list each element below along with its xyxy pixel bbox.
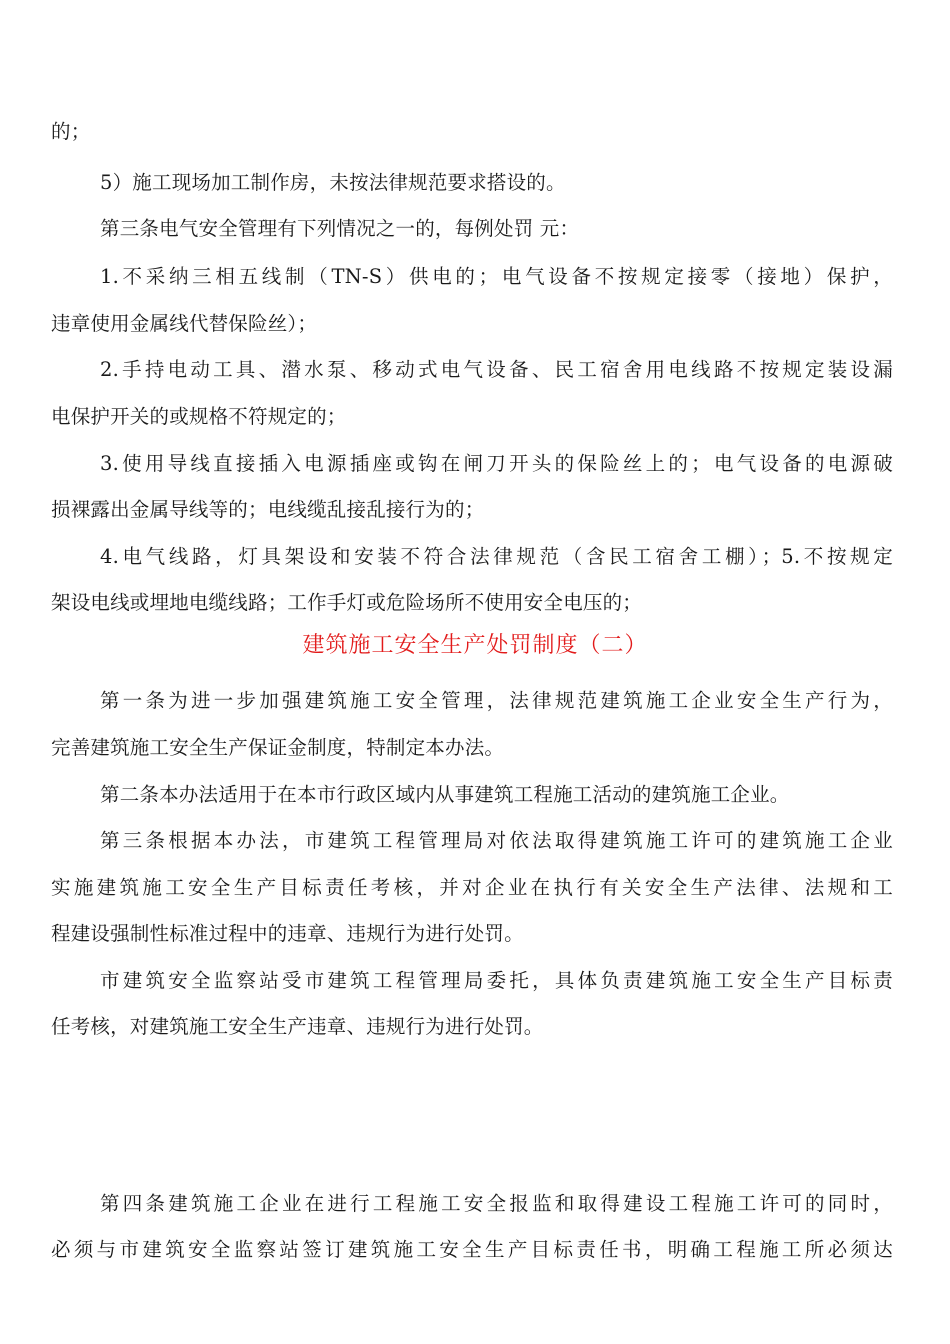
- paragraph-line: 1.不采纳三相五线制（TN-S）供电的；电气设备不按规定接零（接地）保护，: [100, 265, 893, 288]
- paragraph-line: 第一条为进一步加强建筑施工安全管理，法律规范建筑施工企业安全生产行为，: [100, 689, 893, 712]
- paragraph-line: 电保护开关的或规格不符规定的；: [51, 405, 347, 428]
- paragraph-line: 4.电气线路，灯具架设和安装不符合法律规范（含民工宿舍工棚）；5.不按规定: [100, 545, 893, 568]
- paragraph-line: 第二条本办法适用于在本市行政区域内从事建筑工程施工活动的建筑施工企业。: [100, 783, 790, 806]
- paragraph-line: 第四条建筑施工企业在进行工程施工安全报监和取得建设工程施工许可的同时，: [100, 1192, 893, 1215]
- paragraph-line: 5）施工现场加工制作房，未按法律规范要求搭设的。: [100, 171, 566, 194]
- section-title: 建筑施工安全生产处罚制度（二）: [302, 633, 648, 658]
- paragraph-line: 违章使用金属线代替保险丝）；: [51, 312, 318, 335]
- paragraph-line: 必须与市建筑安全监察站签订建筑施工安全生产目标责任书，明确工程施工所必须达: [51, 1238, 893, 1261]
- paragraph-line: 损裸露出金属导线等的；电线缆乱接乱接行为的；: [51, 498, 485, 521]
- paragraph-line: 第三条根据本办法，市建筑工程管理局对依法取得建筑施工许可的建筑施工企业: [100, 829, 893, 852]
- paragraph-line: 程建设强制性标准过程中的违章、违规行为进行处罚。: [51, 922, 524, 945]
- paragraph-line: 架设电线或埋地电缆线路；工作手灯或危险场所不使用安全电压的；: [51, 591, 643, 614]
- paragraph-line: 任考核，对建筑施工安全生产违章、违规行为进行处罚。: [51, 1015, 544, 1038]
- paragraph-line: 2.手持电动工具、潜水泵、移动式电气设备、民工宿舍用电线路不按规定装设漏: [100, 358, 893, 381]
- paragraph-line: 实施建筑施工安全生产目标责任考核，并对企业在执行有关安全生产法律、法规和工: [51, 876, 893, 899]
- paragraph-line: 完善建筑施工安全生产保证金制度，特制定本办法。: [51, 736, 505, 759]
- paragraph-line: 市建筑安全监察站受市建筑工程管理局委托，具体负责建筑施工安全生产目标责: [100, 969, 893, 992]
- paragraph-line: 第三条电气安全管理有下列情况之一的，每例处罚 元：: [100, 217, 580, 240]
- paragraph-line: 的；: [51, 120, 91, 143]
- paragraph-line: 3.使用导线直接插入电源插座或钩在闸刀开头的保险丝上的；电气设备的电源破: [100, 452, 893, 475]
